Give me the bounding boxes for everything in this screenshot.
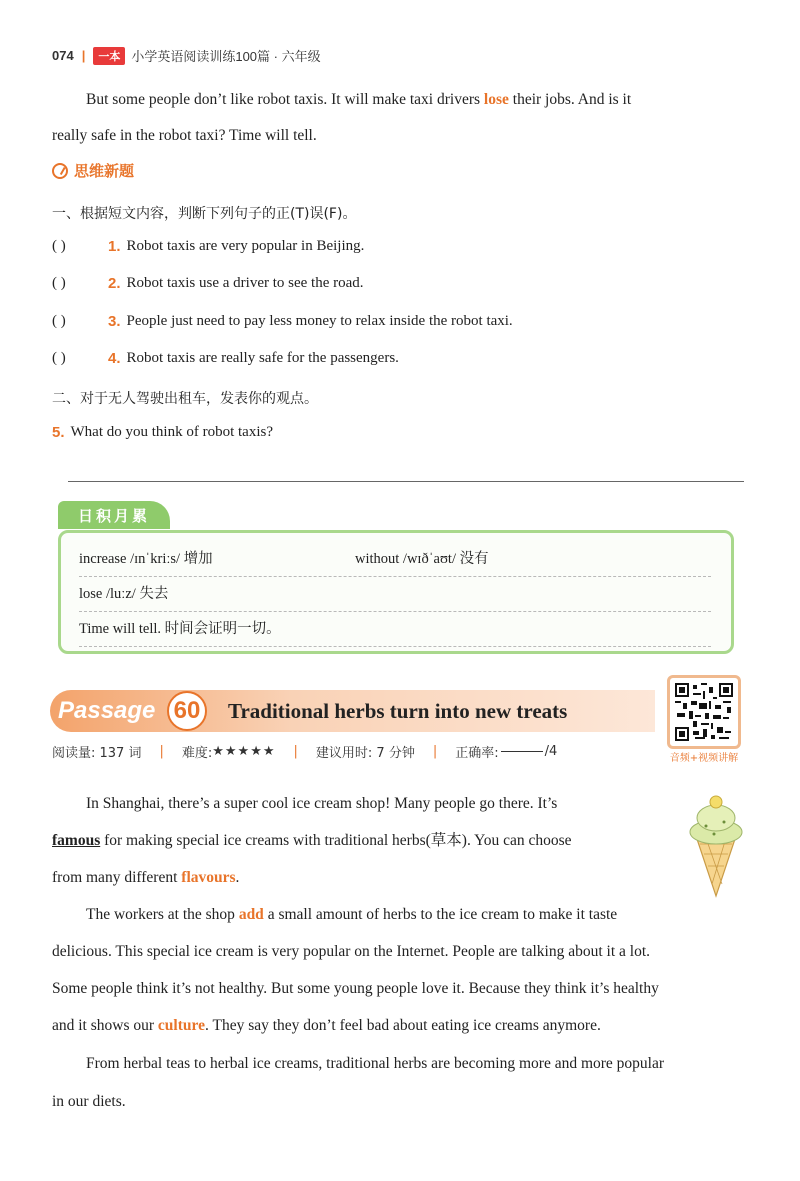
page-header bbox=[52, 46, 321, 65]
ice-cream-icon bbox=[686, 788, 746, 898]
header-separator: | bbox=[81, 48, 86, 63]
question-4: ( ) 4. Robot taxis are really safe for the passengers. bbox=[52, 350, 399, 367]
keyword-famous: famous bbox=[52, 832, 101, 849]
body-p3-line1: From herbal teas to herbal ice creams, traditional herbs are becoming more and more popular bbox=[86, 1055, 665, 1072]
qr-code-graphic bbox=[675, 683, 733, 741]
intro-line-1: But some people don’t like robot taxis. It will make taxi drivers lose their jobs. And is it bbox=[86, 91, 632, 108]
question-5: 5. What do you think of robot taxis? bbox=[52, 424, 273, 441]
passage-meta: 阅读量: 137 词 | 难度: ★★★★★ | 建议用时: 7 分钟 | 正确率: /4 bbox=[52, 744, 558, 761]
body-p2-line2: delicious. This special ice cream is very popular on the Internet. People are talking about it a lot. bbox=[52, 943, 650, 960]
vocab-tab: 日积月累 bbox=[58, 501, 170, 529]
vocab-row: Time will tell. 时间会证明一切。 bbox=[79, 613, 711, 647]
page-number: 074 bbox=[52, 48, 74, 63]
accuracy-label: 正确率: bbox=[455, 746, 499, 761]
accuracy-total: /4 bbox=[544, 744, 558, 759]
body-p2-line1: The workers at the shop add a small amount of herbs to the ice cream to make it taste bbox=[86, 906, 618, 923]
star-icon: ★★★★★ bbox=[212, 744, 276, 759]
vocab-box bbox=[58, 530, 734, 654]
answer-blank[interactable]: ( ) bbox=[52, 313, 66, 329]
qr-label: 音频+视频讲解 bbox=[669, 753, 739, 764]
pencil-circle-icon bbox=[52, 163, 68, 179]
body-p2-line4: and it shows our culture. They say they don’t feel bad about eating ice creams anymore. bbox=[52, 1017, 601, 1034]
passage-banner bbox=[50, 690, 655, 732]
body-p2-line3: Some people think it’s not healthy. But some young people love it. Because they think it’s healthy bbox=[52, 980, 659, 997]
qr-code-icon[interactable] bbox=[667, 675, 741, 749]
part1-instruction: 一、根据短文内容，判断下列句子的正(T)误(F)。 bbox=[52, 206, 357, 222]
difficulty-label: 难度: bbox=[181, 746, 213, 761]
keyword-flavours: flavours bbox=[181, 869, 236, 886]
book-logo: 一本 bbox=[93, 47, 125, 65]
part2-instruction: 二、对于无人驾驶出租车，发表你的观点。 bbox=[52, 391, 318, 407]
answer-blank[interactable]: ( ) bbox=[52, 275, 66, 291]
question-2: ( ) 2. Robot taxis use a driver to see the road. bbox=[52, 275, 364, 292]
section-title: 思维新题 bbox=[52, 160, 134, 181]
body-p1-line2: famous for making special ice creams with traditional herbs(草本). You can choose bbox=[52, 832, 572, 849]
passage-label: Passage bbox=[58, 697, 156, 724]
answer-line[interactable] bbox=[68, 481, 744, 482]
question-3: ( ) 3. People just need to pay less money to relax inside the robot taxi. bbox=[52, 313, 513, 330]
body-p3-line2: in our diets. bbox=[52, 1093, 126, 1110]
suggested-time: 建议用时: 7 分钟 bbox=[315, 746, 415, 761]
passage-title: Traditional herbs turn into new treats bbox=[228, 699, 568, 723]
accuracy-blank[interactable] bbox=[501, 751, 543, 752]
answer-blank[interactable]: ( ) bbox=[52, 238, 66, 254]
intro-line-2: really safe in the robot taxi? Time will tell. bbox=[52, 127, 317, 144]
body-p1-line1: In Shanghai, there’s a super cool ice cream shop! Many people go there. It’s bbox=[86, 795, 558, 812]
word-count: 阅读量: 137 词 bbox=[52, 746, 142, 761]
book-title: 小学英语阅读训练100篇 · 六年级 bbox=[131, 49, 321, 64]
keyword-culture: culture bbox=[157, 1017, 205, 1034]
keyword-add: add bbox=[238, 906, 264, 923]
passage-number: 60 bbox=[167, 691, 207, 731]
body-p1-line3: from many different flavours. bbox=[52, 869, 240, 886]
keyword-lose: lose bbox=[483, 91, 509, 108]
question-1: ( ) 1. Robot taxis are very popular in Beijing. bbox=[52, 238, 365, 255]
vocab-row: lose /luːz/ 失去 bbox=[79, 578, 711, 612]
answer-blank[interactable]: ( ) bbox=[52, 350, 66, 366]
vocab-row: increase /ɪnˈkriːs/ 增加 without /wɪðˈaʊt/ 没有 bbox=[79, 543, 711, 577]
